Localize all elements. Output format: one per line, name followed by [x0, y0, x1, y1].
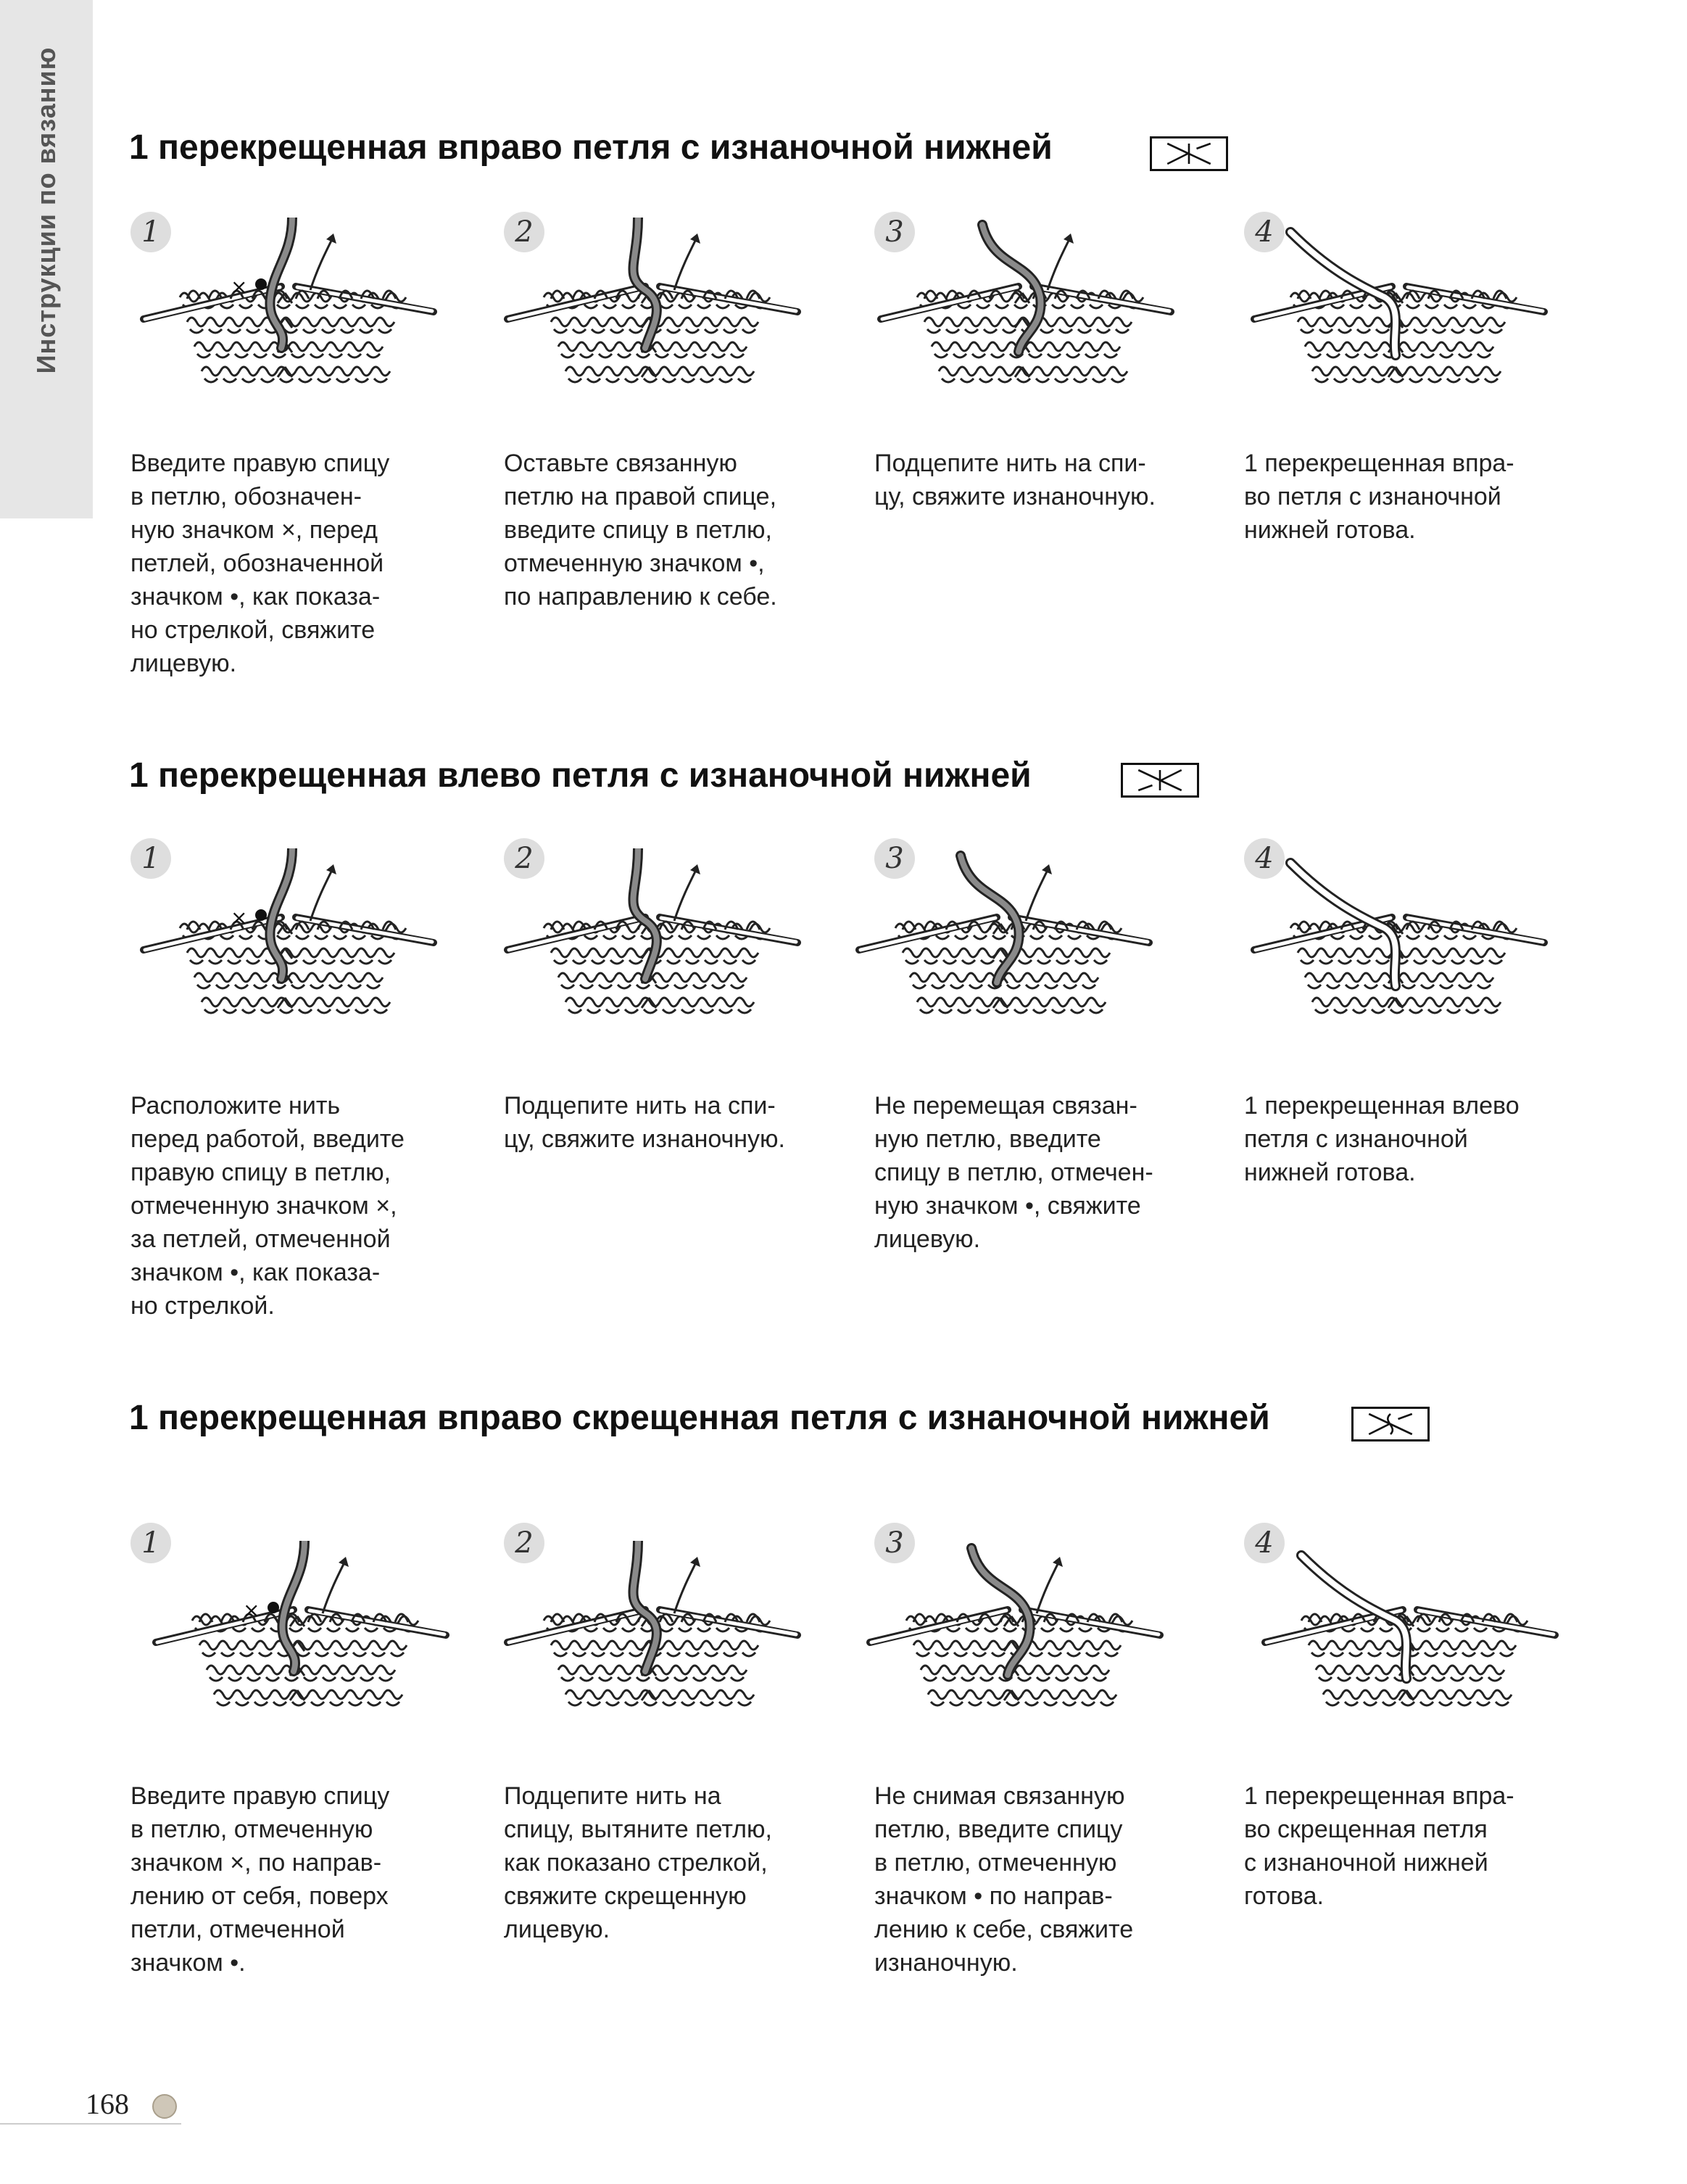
step-number: 1	[130, 1523, 171, 1563]
side-tab-label: Инструкции по вязанию	[31, 46, 61, 374]
section-title-1: 1 перекрещенная вправо петля с изнаночной нижней	[129, 128, 1053, 167]
step-number: 2	[504, 838, 544, 879]
knitting-diagram-icon	[500, 848, 805, 1030]
knitting-diagram-icon	[1247, 218, 1551, 399]
step-number: 3	[874, 838, 915, 879]
step-number: 2	[504, 1523, 544, 1563]
step-description: Расположите нить перед работой, введите правую спицу в петлю, отмеченную значком ×, за петлей, отмеченной значком •, как показа- но стрелкой.	[130, 1092, 405, 1320]
footer-divider	[0, 2123, 181, 2125]
step-description: Подцепите нить на спицу, вытяните петлю, как показано стрелкой, свяжите скрещенную лицевую.	[504, 1782, 772, 1943]
step-number: 4	[1244, 838, 1285, 879]
knitting-diagram-icon	[863, 1541, 1167, 1722]
step-description: Введите правую спицу в петлю, обозначен- ную значком ×, перед петлей, обозначенной значком •, как показа- но стрелкой, свяжите лицевую.	[130, 450, 390, 677]
step-description: Введите правую спицу в петлю, отмеченную значком ×, по направ- лению от себя, поверх петли, отмеченной значком •.	[130, 1782, 390, 1977]
knitting-diagram-icon	[1258, 1541, 1562, 1722]
section-title-2: 1 перекрещенная влево петля с изнаночной нижней	[129, 756, 1032, 795]
step-description: 1 перекрещенная впра- во скрещенная петля с изнаночной нижней готова.	[1244, 1782, 1514, 1910]
step-number: 3	[874, 212, 915, 252]
cable-symbol-icon	[1351, 1407, 1430, 1441]
yarn-ball-icon	[152, 2094, 177, 2119]
step-description: Подцепите нить на спи- цу, свяжите изнаночную.	[504, 1092, 785, 1153]
svg-text:×: ×	[243, 1598, 260, 1622]
knitting-diagram-icon	[136, 218, 441, 399]
svg-text:×: ×	[231, 275, 248, 299]
knitting-diagram-icon	[852, 848, 1156, 1030]
step-number: 3	[874, 1523, 915, 1563]
step-number: 4	[1244, 1523, 1285, 1563]
step-description: Подцепите нить на спи- цу, свяжите изнаночную.	[874, 450, 1156, 510]
step-number: 1	[130, 212, 171, 252]
knitting-diagram-icon	[500, 218, 805, 399]
step-number: 1	[130, 838, 171, 879]
step-description: Оставьте связанную петлю на правой спице, введите спицу в петлю, отмеченную значком •, по направлению к себе.	[504, 450, 777, 611]
svg-text:×: ×	[231, 906, 248, 930]
knitting-diagram-icon	[136, 848, 441, 1030]
step-description: 1 перекрещенная впра- во петля с изнаночной нижней готова.	[1244, 450, 1514, 544]
side-tab	[0, 0, 93, 518]
knitting-diagram-icon	[874, 218, 1178, 399]
knitting-diagram-icon	[500, 1541, 805, 1722]
knitting-diagram-icon	[149, 1541, 453, 1722]
knitting-diagram-icon	[1247, 848, 1551, 1030]
cable-symbol-icon	[1121, 763, 1199, 798]
step-description: 1 перекрещенная влево петля с изнаночной нижней готова.	[1244, 1092, 1520, 1186]
step-number: 4	[1244, 212, 1285, 252]
cable-symbol-icon	[1150, 136, 1228, 171]
step-description: Не снимая связанную петлю, введите спицу в петлю, отмеченную значком • по направ- лению к себе, свяжите изнаночную.	[874, 1782, 1134, 1977]
step-description: Не перемещая связан- ную петлю, введите спицу в петлю, отмечен- ную значком •, свяжите лицевую.	[874, 1092, 1153, 1253]
step-number: 2	[504, 212, 544, 252]
page-number: 168	[86, 2088, 129, 2120]
section-title-3: 1 перекрещенная вправо скрещенная петля с изнаночной нижней	[129, 1399, 1270, 1437]
